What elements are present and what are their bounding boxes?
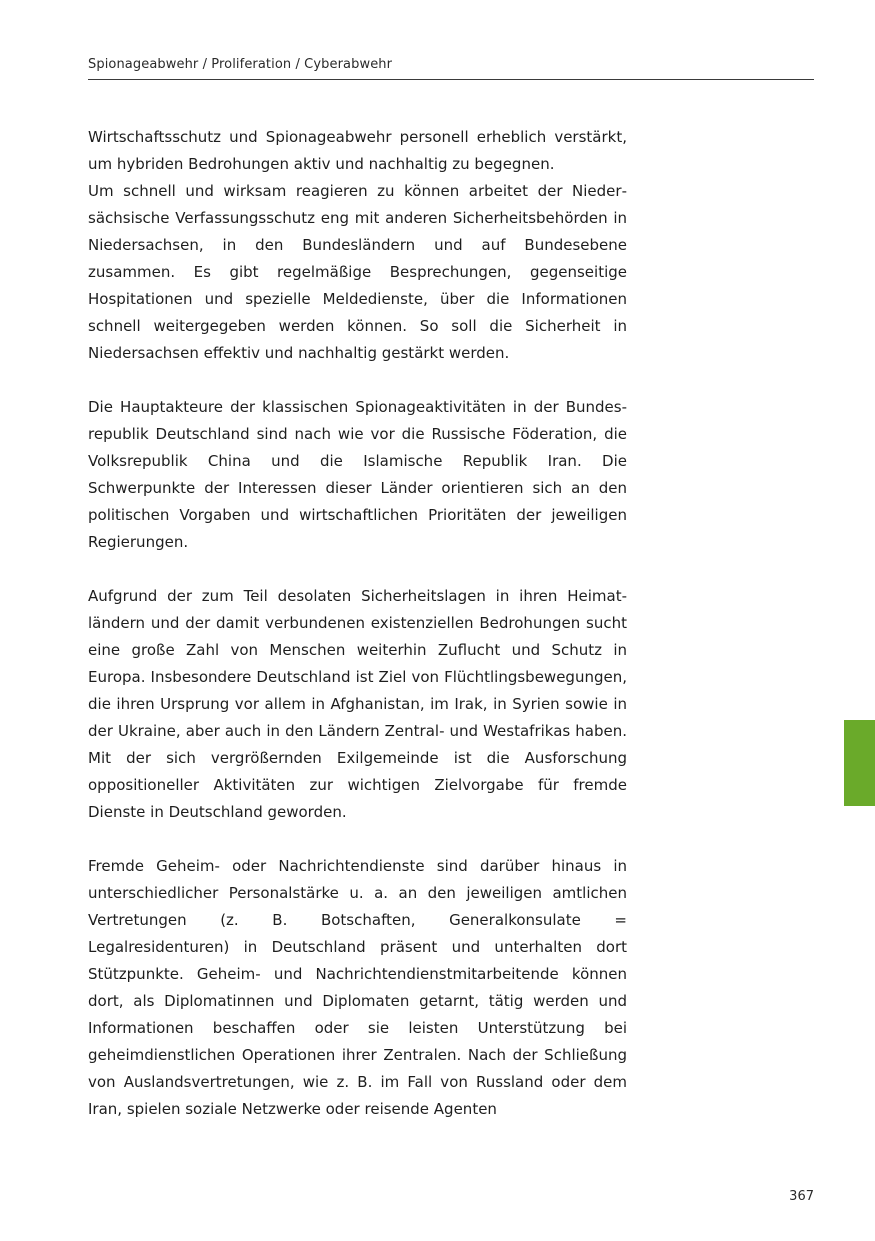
paragraph-3: Die Hauptakteure der klassischen Spionageaktivitäten in der Bundesrepublik Deutschland sind nach wie vor die Russische Föderation, die Volksrepublik China und die Islamische Republik Iran. Die Schwerpunkte der Interessen dieser Länder orientieren sich an den politischen Vorgaben und wirtschaftlichen Prioritäten der jeweiligen Regierungen. [88, 398, 627, 551]
paragraph-2: Um schnell und wirksam reagieren zu können arbeitet der Niedersächsische Verfassungsschutz eng mit anderen Sicherheitsbehörden in Niedersachsen, in den Bundesländern und auf Bundesebene zusammen. Es gibt regelmäßige Besprechungen, gegenseitige Hospitationen und spezielle Meldedienste, über die Informationen schnell weitergegeben werden können. So soll die Sicherheit in Niedersachsen effektiv und nachhaltig gestärkt werden. [88, 182, 627, 362]
chapter-tab-marker [844, 720, 875, 806]
page-number: 367 [789, 1189, 814, 1204]
header-divider [88, 79, 814, 80]
running-header: Spionageabwehr / Proliferation / Cyberabwehr [88, 57, 393, 72]
body-text [88, 124, 627, 1123]
paragraph-1: Wirtschaftsschutz und Spionageabwehr personell erheblich verstärkt, um hybriden Bedrohungen aktiv und nachhaltig zu begegnen. [88, 128, 627, 173]
paragraph-4: Aufgrund der zum Teil desolaten Sicherheitslagen in ihren Heimatländern und der damit verbundenen existenziellen Bedrohungen sucht eine große Zahl von Menschen weiterhin Zuflucht und Schutz in Europa. Insbesondere Deutschland ist Ziel von Flüchtlingsbewegungen, die ihren Ursprung vor allem in Afghanistan, im Irak, in Syrien sowie in der Ukraine, aber auch in den Ländern Zentral- und Westafrikas haben. Mit der sich vergrößernden Exilgemeinde ist die Ausforschung oppositioneller Aktivitäten zur wichtigen Zielvorgabe für fremde Dienste in Deutschland geworden. [88, 587, 627, 821]
paragraph-5: Fremde Geheim- oder Nachrichtendienste sind darüber hinaus in unterschiedlicher Personalstärke u. a. an den jeweiligen amtlichen Vertretungen (z. B. Botschaften, Generalkonsulate = Legalresidenturen) in Deutschland präsent und unterhalten dort Stützpunkte. Geheim- und Nachrichtendienstmitarbeitende können dort, als Diplomatinnen und Diplomaten getarnt, tätig werden und Informationen beschaffen oder sie leisten Unterstützung bei geheimdienstlichen Operationen ihrer Zentralen. Nach der Schließung von Auslandsvertretungen, wie z. B. im Fall von Russland oder dem Iran, spielen soziale Netzwerke oder reisende Agenten [88, 857, 627, 1118]
